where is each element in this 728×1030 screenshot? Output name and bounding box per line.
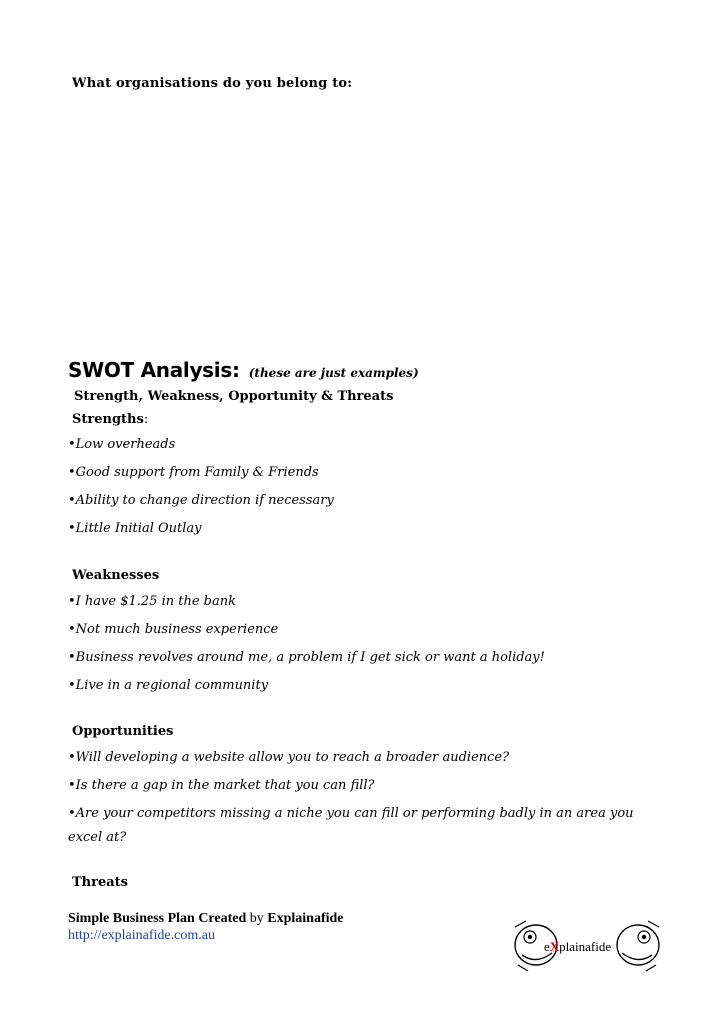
strength-item: •Ability to change direction if necessary [68, 493, 334, 508]
swot-note: (these are just examples) [248, 366, 419, 380]
logo-text-e: e [544, 939, 550, 954]
logo-text-x: X [549, 939, 560, 954]
strengths-heading-label: Strengths [72, 412, 144, 427]
opportunities-heading: Opportunities [72, 724, 174, 739]
weaknesses-heading: Weaknesses [72, 568, 160, 583]
footer-url-link[interactable]: http://explainafide.com.au [68, 928, 215, 943]
swot-title: SWOT Analysis: [68, 358, 240, 382]
footer-credit-title: Simple Business Plan Created [68, 911, 247, 926]
opportunity-item: •Are your competitors missing a niche you can fill or performing badly in an area you excel at? [68, 806, 634, 845]
explainafide-logo [514, 915, 660, 977]
opportunity-item: •Will developing a website allow you to reach a broader audience? [68, 750, 510, 765]
organisations-question: What organisations do you belong to: [72, 76, 353, 91]
svg-text:eXplainafide [544, 939, 611, 954]
footer-credit-author: Explainafide [267, 911, 344, 926]
strength-item: •Little Initial Outlay [68, 521, 202, 536]
weakness-item: •Live in a regional community [68, 678, 269, 693]
footer-credit-by: by [246, 911, 268, 926]
footer [68, 910, 344, 944]
footer-credit [68, 910, 344, 927]
strength-item: •Low overheads [68, 437, 176, 452]
swot-subtitle: Strength, Weakness, Opportunity & Threats [74, 389, 394, 404]
weakness-item: •Business revolves around me, a problem if I get sick or want a holiday! [68, 650, 545, 665]
strengths-heading [72, 412, 148, 427]
opportunity-item: •Is there a gap in the market that you can fill? [68, 778, 375, 793]
threats-heading: Threats [72, 875, 128, 890]
weakness-item: •Not much business experience [68, 622, 279, 637]
logo-text-rest: plainafide [559, 939, 612, 954]
swot-heading [68, 358, 419, 382]
strength-item: •Good support from Family & Friends [68, 465, 319, 480]
strengths-heading-colon: : [143, 412, 149, 427]
weakness-item: •I have $1.25 in the bank [68, 594, 236, 609]
